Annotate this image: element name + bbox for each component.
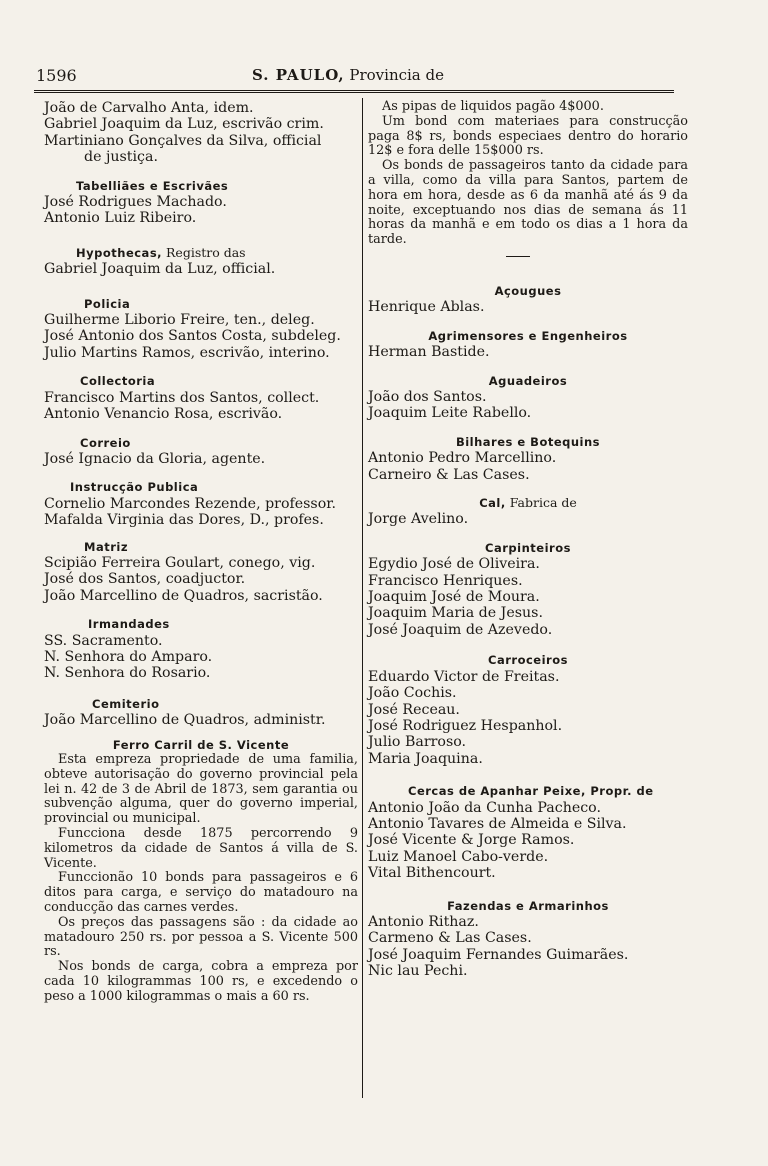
paragraph: Esta empreza propriedade de uma familia, obteve autorisação do governo provincial pela lei n. 42 de 3 de Abril de 1873, sem garantia ou subvenção alguma, quer do governo imperial, provincial ou municipal. <box>44 752 358 827</box>
section-heading <box>368 783 688 799</box>
entry-line: Luiz Manoel Cabo-verde. <box>368 848 549 865</box>
entry-line: Francisco Henriques. <box>368 572 523 589</box>
section-cercas <box>368 783 688 881</box>
section-heading-rest: Fabrica de <box>505 495 577 511</box>
entry-line: José Rodriguez Hespanhol. <box>368 717 563 734</box>
entry-line: Antonio Luiz Ribeiro. <box>44 210 197 227</box>
section-heading: Instrucção Publica <box>70 480 199 495</box>
entry-line: N. Senhora do Rosario. <box>44 665 211 682</box>
entry-line: José Joaquim de Azevedo. <box>368 621 553 638</box>
separator-dash <box>506 256 530 257</box>
entry-line: João Marcellino de Quadros, administr. <box>44 712 326 729</box>
section-cemiterio <box>44 696 358 729</box>
page-header <box>34 62 674 93</box>
section-fazendas <box>368 898 688 980</box>
section-heading: Collectoria <box>80 374 156 389</box>
entry-line: Carmeno & Las Cases. <box>368 930 532 947</box>
section-cal <box>368 495 688 528</box>
entry-line: Gabriel Joaquim da Luz, official. <box>44 261 276 278</box>
entry-line: Joaquim Leite Rabello. <box>368 405 532 422</box>
entry-line: Cornelio Marcondes Rezende, professor. <box>44 495 336 512</box>
paragraph: Nos bonds de carga, cobra a empreza por cada 10 kilogrammas 100 rs, e excedendo o peso a 1000 kilogrammas o mais a 60 rs. <box>44 959 358 1004</box>
section-heading: Correio <box>80 435 131 450</box>
section-heading-bold: Hypothecas, <box>76 245 163 260</box>
paragraph: As pipas de liquidos pagão 4$000. <box>382 99 604 114</box>
entry-line: João Marcellino de Quadros, sacristão. <box>44 587 323 604</box>
page-title-bold: S. PAULO, <box>252 66 345 84</box>
section-hypothecas <box>44 245 358 278</box>
entry-line: Mafalda Virginia das Dores, D., profes. <box>44 512 324 529</box>
section-irmandades <box>44 616 358 682</box>
entry-line: Francisco Martins dos Santos, collect. <box>44 389 320 406</box>
section-heading-rest: Registro das <box>162 244 246 260</box>
entry-line: José Ignacio da Gloria, agente. <box>44 450 266 467</box>
paragraph: Os bonds de passageiros tanto da cidade para a villa, como da villa para Santos, partem de hora em hora, desde as 6 da manhã até ás 9 da noite, exceptuando nos dias de semana ás 11 horas da manhã e em todo os dias a 1 hora da tarde. <box>368 158 688 248</box>
entry-line: de justiça. <box>84 149 158 166</box>
page-title-rest: Provincia de <box>344 66 444 84</box>
section-heading: Açougues <box>494 283 562 298</box>
section-acougues <box>368 283 688 316</box>
entry-line: José dos Santos, coadjuctor. <box>44 571 246 588</box>
entry-line: Julio Barroso. <box>368 734 467 751</box>
page-number: 1596 <box>36 66 77 85</box>
entry-line: Jorge Avelino. <box>368 511 469 528</box>
entry-line: Henrique Ablas. <box>368 299 485 316</box>
section-heading: Carroceiros <box>488 653 568 668</box>
section-agrimensores <box>368 328 688 361</box>
entry-line: José Rodrigues Machado. <box>44 194 227 211</box>
entry-line: Vital Bithencourt. <box>368 865 496 882</box>
entry-line: Joaquim José de Moura. <box>368 589 540 606</box>
section-heading: Ferro Carril de S. Vicente <box>112 737 290 752</box>
entry-line: Antonio Pedro Marcellino. <box>368 450 557 467</box>
paragraph: Um bond com materiaes para construcção paga 8$ rs, bonds especiaes dentro do horario 12$ e fora delle 15$000 rs. <box>368 113 688 159</box>
entry-line: Nic lau Pechi. <box>368 963 468 980</box>
left-column <box>44 100 358 1005</box>
right-column <box>368 100 688 980</box>
section-heading: Bilhares e Botequins <box>455 434 601 449</box>
section-heading-rest: Propr. de <box>585 784 654 799</box>
entry-line: José Vicente & Jorge Ramos. <box>368 832 575 849</box>
entry-line: Antonio João da Cunha Pacheco. <box>368 799 601 816</box>
section-heading <box>44 245 358 261</box>
section-tabelliaes <box>44 178 358 227</box>
entry-line: João Cochis. <box>368 685 457 702</box>
entry-line: Antonio Tavares de Almeida e Silva. <box>368 815 627 832</box>
entry-line: Egydio José de Oliveira. <box>368 556 540 573</box>
entry-line: João de Carvalho Anta, idem. <box>44 100 254 116</box>
entry-line: José Antonio dos Santos Costa, subdeleg. <box>44 328 341 345</box>
entry-line: Julio Martins Ramos, escrivão, interino. <box>44 344 330 361</box>
section-heading: Aguadeiros <box>488 373 568 388</box>
column-divider <box>362 98 363 1098</box>
entry-line: N. Senhora do Amparo. <box>44 648 213 665</box>
section-instruccao <box>44 479 358 528</box>
entry-line: José Receau. <box>368 701 460 718</box>
section-heading: Policia <box>84 296 131 311</box>
top-section <box>44 100 358 166</box>
entry-line: Martiniano Gonçalves da Silva, official <box>44 132 322 149</box>
section-heading: Irmandades <box>88 617 170 632</box>
section-heading: Tabelliães e Escrivães <box>76 178 229 193</box>
paragraph: Os preços das passagens são : da cidade ao matadouro 250 rs. por pessoa a S. Vicente 500 rs. <box>44 914 358 960</box>
paragraph: Funccionão 10 bonds para passageiros e 6 ditos para carga, e serviço do matadouro na conducção das carnes verdes. <box>44 870 358 915</box>
entry-line: Guilherme Liborio Freire, ten., deleg. <box>44 312 315 329</box>
entry-line: Maria Joaquina. <box>368 750 483 767</box>
entry-line: José Joaquim Fernandes Guimarães. <box>368 946 629 963</box>
entry-line: Joaquim Maria de Jesus. <box>368 605 543 622</box>
entry-line: Antonio Venancio Rosa, escrivão. <box>44 406 283 423</box>
entry-line: Herman Bastide. <box>368 344 490 361</box>
entry-line: Scipião Ferreira Goulart, conego, vig. <box>44 554 316 571</box>
ferro-carril-continuation <box>368 100 688 257</box>
entry-line: Eduardo Victor de Freitas. <box>368 668 560 685</box>
section-heading: Matriz <box>84 539 129 554</box>
section-heading: Cemiterio <box>92 696 160 711</box>
section-matriz <box>44 539 358 605</box>
entry-line: Antonio Rithaz. <box>368 913 479 930</box>
section-collectoria <box>44 373 358 422</box>
section-heading-bold: Cal, <box>479 496 506 511</box>
entry-line: Gabriel Joaquim da Luz, escrivão crim. <box>44 116 324 133</box>
paragraph: Funcciona desde 1875 percorrendo 9 kilometros da cidade de Santos á villa de S. Vicente. <box>44 825 358 871</box>
section-bilhares <box>368 434 688 483</box>
entry-line: Carneiro & Las Cases. <box>368 466 530 483</box>
entry-line: SS. Sacramento. <box>44 632 163 649</box>
section-heading: Carpinteiros <box>485 540 571 555</box>
section-carroceiros <box>368 652 688 767</box>
section-correio <box>44 435 358 468</box>
section-ferro-carril <box>44 737 358 1005</box>
section-heading-bold: Cercas de Apanhar Peixe, <box>408 784 586 799</box>
section-heading: Agrimensores e Engenheiros <box>428 328 628 343</box>
section-policia <box>44 296 358 362</box>
page-title <box>252 66 444 84</box>
section-carpinteiros <box>368 540 688 638</box>
section-heading <box>368 495 688 511</box>
section-aguadeiros <box>368 373 688 422</box>
entry-line: João dos Santos. <box>368 389 487 405</box>
section-heading: Fazendas e Armarinhos <box>447 898 609 913</box>
